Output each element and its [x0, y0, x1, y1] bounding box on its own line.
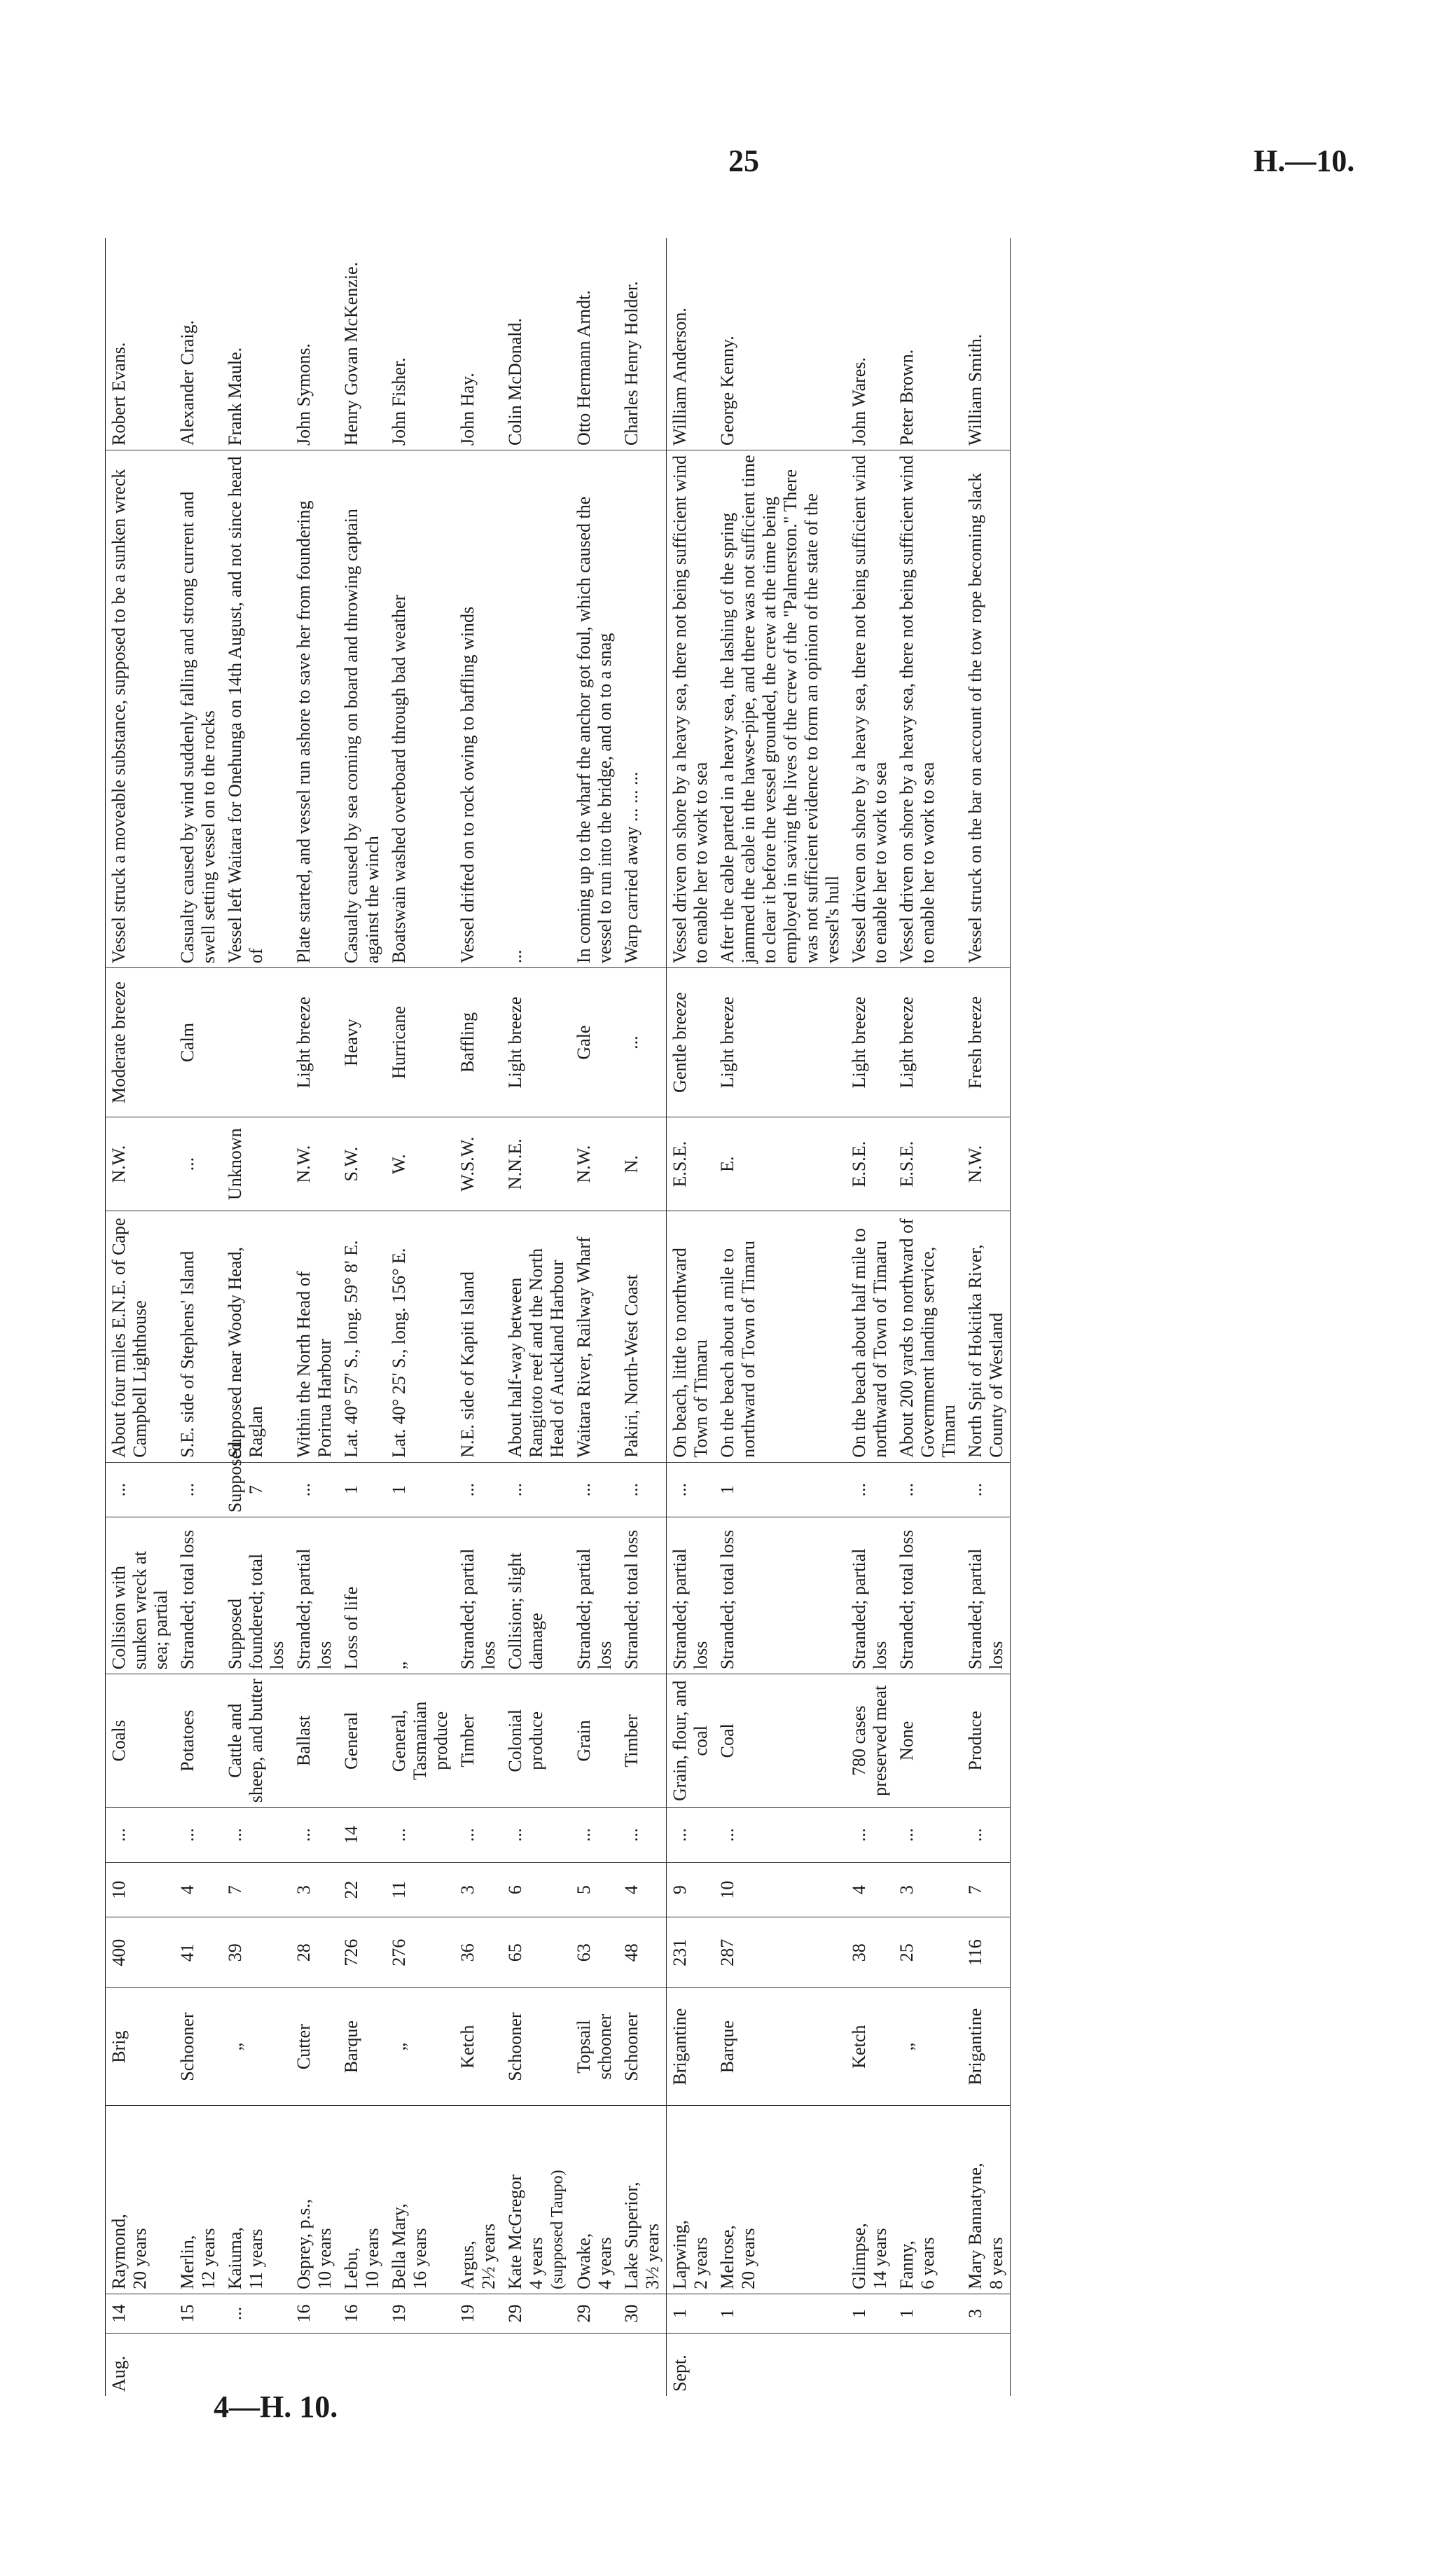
place-cell: On the beach about half mile to northward of Town of Timaru — [846, 1211, 894, 1462]
wind-cell: W.S.W. — [455, 1117, 502, 1211]
vessel-note: (supposed Taupo) — [548, 2170, 567, 2289]
vessel-name: Melrose, — [717, 2225, 737, 2289]
vessel-name: Kaiuma, — [225, 2227, 245, 2289]
cargo-cell: 780 cases preserved meat — [846, 1674, 894, 1807]
table-row — [502, 238, 571, 2396]
passengers-cell: ... — [714, 1807, 846, 1862]
day-cell: 3 — [962, 2294, 1011, 2333]
nature-cell: Supposed foundered; total loss — [222, 1517, 291, 1674]
month-cell — [618, 2333, 667, 2396]
month-cell — [174, 2333, 222, 2396]
day-cell: 1 — [714, 2294, 846, 2333]
vessel-age: 10 years — [362, 2228, 382, 2289]
crew-cell: 10 — [714, 1862, 846, 1917]
passengers-cell: ... — [291, 1807, 338, 1862]
wind-cell: E. — [714, 1117, 846, 1211]
cargo-cell: Grain, flour, and coal — [667, 1674, 715, 1807]
day-cell: 14 — [106, 2294, 175, 2333]
cause-cell: Boatswain washed overboard through bad weather — [386, 450, 455, 967]
cause-cell: Warp carried away ... ... ... — [618, 450, 667, 967]
lives-lost-cell: ... — [174, 1462, 222, 1517]
day-cell: 1 — [667, 2294, 715, 2333]
vessel-cell — [291, 2106, 338, 2294]
tons-cell: 287 — [714, 1917, 846, 1988]
tons-cell: 400 — [106, 1917, 175, 1988]
force-cell: Hurricane — [386, 968, 455, 1117]
wind-cell: N.W. — [571, 1117, 618, 1211]
nature-cell: Stranded; partial loss — [291, 1517, 338, 1674]
cargo-cell: Coals — [106, 1674, 175, 1807]
vessel-cell — [846, 2106, 894, 2294]
day-cell: 29 — [571, 2294, 618, 2333]
force-cell: Calm — [174, 968, 222, 1117]
place-cell: Supposed near Woody Head, Raglan — [222, 1211, 291, 1462]
vessel-name: Mary Bannatyne, — [965, 2163, 985, 2289]
vessel-age: 12 years — [198, 2228, 219, 2289]
vessel-cell — [222, 2106, 291, 2294]
nature-cell: „ — [386, 1517, 455, 1674]
vessel-age: 14 years — [870, 2228, 890, 2289]
month-cell — [894, 2333, 962, 2396]
passengers-cell: ... — [618, 1807, 667, 1862]
cause-cell: Vessel struck on the bar on account of the tow rope becoming slack — [962, 450, 1011, 967]
cause-cell: Plate started, and vessel run ashore to save her from foundering — [291, 450, 338, 967]
passengers-cell: ... — [667, 1807, 715, 1862]
lives-lost-cell: ... — [571, 1462, 618, 1517]
vessel-name: Owake, — [574, 2233, 594, 2289]
tons-cell: 726 — [338, 1917, 386, 1988]
lives-lost-cell: 1 — [714, 1462, 846, 1517]
rig-cell: Barque — [714, 1988, 846, 2106]
wind-cell: ... — [174, 1117, 222, 1211]
table-row — [962, 238, 1011, 2396]
tons-cell: 48 — [618, 1917, 667, 1988]
day-cell: 16 — [338, 2294, 386, 2333]
force-cell: Light breeze — [894, 968, 962, 1117]
master-cell: Alexander Craig. — [174, 238, 222, 450]
month-cell — [502, 2333, 571, 2396]
month-cell — [962, 2333, 1011, 2396]
month-cell — [386, 2333, 455, 2396]
cargo-cell: Timber — [618, 1674, 667, 1807]
vessel-age: 11 years — [246, 2228, 266, 2289]
wind-cell: W. — [386, 1117, 455, 1211]
crew-cell: 9 — [667, 1862, 715, 1917]
master-cell: Otto Hermann Arndt. — [571, 238, 618, 450]
vessel-name: Osprey, p.s., — [293, 2198, 314, 2289]
cause-cell: Casualty caused by wind suddenly falling and strong current and swell setting vessel on to the rocks — [174, 450, 222, 967]
lives-lost-cell: ... — [846, 1462, 894, 1517]
crew-cell: 5 — [571, 1862, 618, 1917]
force-cell: Gale — [571, 968, 618, 1117]
lives-lost-cell: ... — [455, 1462, 502, 1517]
vessel-cell — [106, 2106, 175, 2294]
day-cell: 16 — [291, 2294, 338, 2333]
passengers-cell: ... — [894, 1807, 962, 1862]
month-cell — [222, 2333, 291, 2396]
passengers-cell: ... — [502, 1807, 571, 1862]
day-cell: 1 — [846, 2294, 894, 2333]
passengers-cell: ... — [571, 1807, 618, 1862]
wind-cell: N. — [618, 1117, 667, 1211]
nature-cell: Stranded; partial loss — [846, 1517, 894, 1674]
vessel-name: Argus, — [457, 2240, 478, 2289]
vessel-age: 4 years — [595, 2237, 615, 2289]
crew-cell: 4 — [618, 1862, 667, 1917]
vessel-cell — [571, 2106, 618, 2294]
cause-cell: Casualty caused by sea coming on board and throwing captain against the winch — [338, 450, 386, 967]
lives-lost-cell: 1 — [386, 1462, 455, 1517]
document-code: H.—10. — [1254, 144, 1355, 178]
force-cell: Gentle breeze — [667, 968, 715, 1117]
table-row — [106, 238, 175, 2396]
vessel-age: 2 years — [691, 2237, 711, 2289]
nature-cell: Collision; slight damage — [502, 1517, 571, 1674]
place-cell: On beach, little to northward Town of Timaru — [667, 1211, 715, 1462]
month-cell — [846, 2333, 894, 2396]
place-cell: Lat. 40° 25' S., long. 156° E. — [386, 1211, 455, 1462]
rig-cell: Ketch — [846, 1988, 894, 2106]
table-row — [846, 238, 894, 2396]
month-cell: Aug. — [106, 2333, 175, 2396]
rig-cell: „ — [222, 1988, 291, 2106]
cause-cell: ... — [502, 450, 571, 967]
vessel-cell — [174, 2106, 222, 2294]
place-cell: About half-way between Rangitoto reef and the North Head of Auckland Harbour — [502, 1211, 571, 1462]
crew-cell: 11 — [386, 1862, 455, 1917]
cause-cell: Vessel driven on shore by a heavy sea, there not being sufficient wind to enable her to work to sea — [846, 450, 894, 967]
place-cell: North Spit of Hokitika River, County of Westland — [962, 1211, 1011, 1462]
vessel-cell — [667, 2106, 715, 2294]
tons-cell: 36 — [455, 1917, 502, 1988]
vessel-cell — [386, 2106, 455, 2294]
rig-cell: Brigantine — [962, 1988, 1011, 2106]
vessel-name: Lebu, — [341, 2247, 361, 2289]
nature-cell: Stranded; partial loss — [455, 1517, 502, 1674]
crew-cell: 7 — [222, 1862, 291, 1917]
tons-cell: 63 — [571, 1917, 618, 1988]
wind-cell: N.W. — [962, 1117, 1011, 1211]
table-row — [667, 238, 715, 2396]
master-cell: Colin McDonald. — [502, 238, 571, 450]
table-row — [571, 238, 618, 2396]
nature-cell: Stranded; total loss — [618, 1517, 667, 1674]
nature-cell: Stranded; total loss — [894, 1517, 962, 1674]
rig-cell: „ — [894, 1988, 962, 2106]
cargo-cell: Grain — [571, 1674, 618, 1807]
vessel-name: Raymond, — [109, 2214, 129, 2289]
rig-cell: „ — [386, 1988, 455, 2106]
cargo-cell: Timber — [455, 1674, 502, 1807]
master-cell: John Hay. — [455, 238, 502, 450]
cause-cell: Vessel drifted on to rock owing to baffling winds — [455, 450, 502, 967]
cause-cell: In coming up to the wharf the anchor got foul, which caused the vessel to run into the bridge, and on to a snag — [571, 450, 618, 967]
month-cell — [291, 2333, 338, 2396]
lives-lost-cell: ... — [291, 1462, 338, 1517]
vessel-name: Fanny, — [896, 2240, 917, 2289]
wind-cell: E.S.E. — [894, 1117, 962, 1211]
master-cell: William Anderson. — [667, 238, 715, 450]
cargo-cell: Potatoes — [174, 1674, 222, 1807]
vessel-name: Lake Superior, — [621, 2182, 642, 2289]
force-cell — [222, 968, 291, 1117]
lives-lost-cell: ... — [502, 1462, 571, 1517]
nature-cell: Stranded; total loss — [174, 1517, 222, 1674]
casualty-rows — [106, 238, 1011, 2396]
master-cell: John Fisher. — [386, 238, 455, 450]
rig-cell: Schooner — [618, 1988, 667, 2106]
table-row — [174, 238, 222, 2396]
rig-cell: Topsail schooner — [571, 1988, 618, 2106]
master-cell: Henry Govan McKenzie. — [338, 238, 386, 450]
cause-cell: After the cable parted in a heavy sea, the lashing of the spring jammed the cable in the hawse-pipe, and there was not sufficient time to clear it before the vessel grounded, the crew at the time being employed in saving the lives of the crew of the "Palmerston." There was not sufficient evidence to form an opinion of the state of the vessel's hull — [714, 450, 846, 967]
day-cell: 29 — [502, 2294, 571, 2333]
cause-cell: Vessel driven on shore by a heavy sea, there not being sufficient wind to enable her to work to sea — [667, 450, 715, 967]
tons-cell: 65 — [502, 1917, 571, 1988]
casualty-table-rotated — [105, 238, 1394, 2396]
master-cell: William Smith. — [962, 238, 1011, 450]
passengers-cell: ... — [222, 1807, 291, 1862]
cargo-cell: Cattle and sheep, and butter — [222, 1674, 291, 1807]
master-cell: Frank Maule. — [222, 238, 291, 450]
vessel-age: 3½ years — [642, 2224, 663, 2289]
table-row — [291, 238, 338, 2396]
tons-cell: 39 — [222, 1917, 291, 1988]
month-cell — [338, 2333, 386, 2396]
rig-cell: Brigantine — [667, 1988, 715, 2106]
place-cell: S.E. side of Stephens' Island — [174, 1211, 222, 1462]
lives-lost-cell: ... — [894, 1462, 962, 1517]
table-row — [894, 238, 962, 2396]
lives-lost-cell: 1 — [338, 1462, 386, 1517]
table-row — [618, 238, 667, 2396]
lives-lost-cell: ... — [962, 1462, 1011, 1517]
passengers-cell: ... — [846, 1807, 894, 1862]
crew-cell: 3 — [894, 1862, 962, 1917]
day-cell: 1 — [894, 2294, 962, 2333]
force-cell: Fresh breeze — [962, 968, 1011, 1117]
crew-cell: 10 — [106, 1862, 175, 1917]
table-row — [386, 238, 455, 2396]
force-cell: Baffling — [455, 968, 502, 1117]
passengers-cell: ... — [386, 1807, 455, 1862]
vessel-name: Glimpse, — [849, 2223, 869, 2289]
cargo-cell: General, Tasmanian produce — [386, 1674, 455, 1807]
crew-cell: 4 — [846, 1862, 894, 1917]
nature-cell: Stranded; partial loss — [667, 1517, 715, 1674]
cargo-cell: Coal — [714, 1674, 846, 1807]
cause-cell: Vessel struck a moveable substance, supposed to be a sunken wreck — [106, 450, 175, 967]
cargo-cell: None — [894, 1674, 962, 1807]
page-number: 25 — [728, 144, 759, 178]
tons-cell: 231 — [667, 1917, 715, 1988]
casualty-table — [105, 238, 1011, 2396]
force-cell: Light breeze — [502, 968, 571, 1117]
vessel-name: Lapwing, — [670, 2219, 690, 2289]
tons-cell: 41 — [174, 1917, 222, 1988]
force-cell: Moderate breeze — [106, 968, 175, 1117]
cargo-cell: General — [338, 1674, 386, 1807]
place-cell: Lat. 40° 57' S., long. 59° 8' E. — [338, 1211, 386, 1462]
master-cell: John Symons. — [291, 238, 338, 450]
crew-cell: 22 — [338, 1862, 386, 1917]
master-cell: Peter Brown. — [894, 238, 962, 450]
tons-cell: 38 — [846, 1917, 894, 1988]
vessel-age: 6 years — [917, 2237, 938, 2289]
tons-cell: 116 — [962, 1917, 1011, 1988]
wind-cell: E.S.E. — [846, 1117, 894, 1211]
lives-lost-cell: ... — [667, 1462, 715, 1517]
passengers-cell: ... — [455, 1807, 502, 1862]
nature-cell: Collision with sunken wreck at sea; partial — [106, 1517, 175, 1674]
crew-cell: 3 — [455, 1862, 502, 1917]
passengers-cell: ... — [106, 1807, 175, 1862]
wind-cell: N.W. — [106, 1117, 175, 1211]
nature-cell: Stranded; total loss — [714, 1517, 846, 1674]
day-cell: 19 — [455, 2294, 502, 2333]
place-cell: Waitara River, Railway Wharf — [571, 1211, 618, 1462]
vessel-cell — [714, 2106, 846, 2294]
cargo-cell: Ballast — [291, 1674, 338, 1807]
day-cell: 19 — [386, 2294, 455, 2333]
month-cell — [455, 2333, 502, 2396]
vessel-cell — [502, 2106, 571, 2294]
vessel-age: 10 years — [314, 2228, 335, 2289]
lives-lost-cell: ... — [618, 1462, 667, 1517]
passengers-cell: ... — [174, 1807, 222, 1862]
crew-cell: 6 — [502, 1862, 571, 1917]
vessel-age: 8 years — [986, 2237, 1006, 2289]
vessel-cell — [962, 2106, 1011, 2294]
tons-cell: 28 — [291, 1917, 338, 1988]
vessel-cell — [455, 2106, 502, 2294]
rig-cell: Cutter — [291, 1988, 338, 2106]
force-cell: Light breeze — [714, 968, 846, 1117]
wind-cell: N.W. — [291, 1117, 338, 1211]
tons-cell: 276 — [386, 1917, 455, 1988]
force-cell: Heavy — [338, 968, 386, 1117]
wind-cell: E.S.E. — [667, 1117, 715, 1211]
table-row — [714, 238, 846, 2396]
crew-cell: 3 — [291, 1862, 338, 1917]
nature-cell: Stranded; partial loss — [962, 1517, 1011, 1674]
table-row — [455, 238, 502, 2396]
signature-mark: 4—H. 10. — [214, 2390, 338, 2424]
passengers-cell: 14 — [338, 1807, 386, 1862]
rig-cell: Schooner — [174, 1988, 222, 2106]
crew-cell: 4 — [174, 1862, 222, 1917]
place-cell: N.E. side of Kapiti Island — [455, 1211, 502, 1462]
place-cell: About four miles E.N.E. of Cape Campbell Lighthouse — [106, 1211, 175, 1462]
vessel-age: 2½ years — [478, 2224, 499, 2289]
wind-cell: S.W. — [338, 1117, 386, 1211]
vessel-age: 16 years — [410, 2228, 430, 2289]
rig-cell: Ketch — [455, 1988, 502, 2106]
master-cell: John Wares. — [846, 238, 894, 450]
vessel-age: 20 years — [738, 2228, 758, 2289]
vessel-cell — [894, 2106, 962, 2294]
cargo-cell: Colonial produce — [502, 1674, 571, 1807]
place-cell: Within the North Head of Porirua Harbour — [291, 1211, 338, 1462]
place-cell: About 200 yards to northward of Government landing service, Timaru — [894, 1211, 962, 1462]
cargo-cell: Produce — [962, 1674, 1011, 1807]
rig-cell: Barque — [338, 1988, 386, 2106]
vessel-age: 4 years — [526, 2237, 546, 2289]
rig-cell: Schooner — [502, 1988, 571, 2106]
nature-cell: Stranded; partial loss — [571, 1517, 618, 1674]
vessel-name: Bella Mary, — [389, 2203, 409, 2289]
month-cell — [714, 2333, 846, 2396]
vessel-cell — [338, 2106, 386, 2294]
master-cell: Charles Henry Holder. — [618, 238, 667, 450]
place-cell: On the beach about a mile to northward of Town of Timaru — [714, 1211, 846, 1462]
rig-cell: Brig — [106, 1988, 175, 2106]
month-cell — [571, 2333, 618, 2396]
crew-cell: 7 — [962, 1862, 1011, 1917]
vessel-name: Kate McGregor — [505, 2175, 525, 2289]
nature-cell: Loss of life — [338, 1517, 386, 1674]
force-cell: Light breeze — [291, 968, 338, 1117]
table-row — [338, 238, 386, 2396]
master-cell: Robert Evans. — [106, 238, 175, 450]
force-cell: ... — [618, 968, 667, 1117]
month-cell: Sept. — [667, 2333, 715, 2396]
cause-cell: Vessel driven on shore by a heavy sea, there not being sufficient wind to enable her to work to sea — [894, 450, 962, 967]
master-cell: George Kenny. — [714, 238, 846, 450]
lives-lost-cell: ... — [106, 1462, 175, 1517]
wind-cell: N.N.E. — [502, 1117, 571, 1211]
cause-cell: Vessel left Waitara for Onehunga on 14th August, and not since heard of — [222, 450, 291, 967]
day-cell: 15 — [174, 2294, 222, 2333]
passengers-cell: ... — [962, 1807, 1011, 1862]
day-cell: 30 — [618, 2294, 667, 2333]
tons-cell: 25 — [894, 1917, 962, 1988]
day-cell: ... — [222, 2294, 291, 2333]
wind-cell: Unknown — [222, 1117, 291, 1211]
lives-lost-cell: Supposed 7 — [222, 1462, 291, 1517]
place-cell: Pakiri, North-West Coast — [618, 1211, 667, 1462]
vessel-cell — [618, 2106, 667, 2294]
table-row — [222, 238, 291, 2396]
vessel-age: 20 years — [130, 2228, 150, 2289]
vessel-name: Merlin, — [177, 2235, 197, 2289]
force-cell: Light breeze — [846, 968, 894, 1117]
